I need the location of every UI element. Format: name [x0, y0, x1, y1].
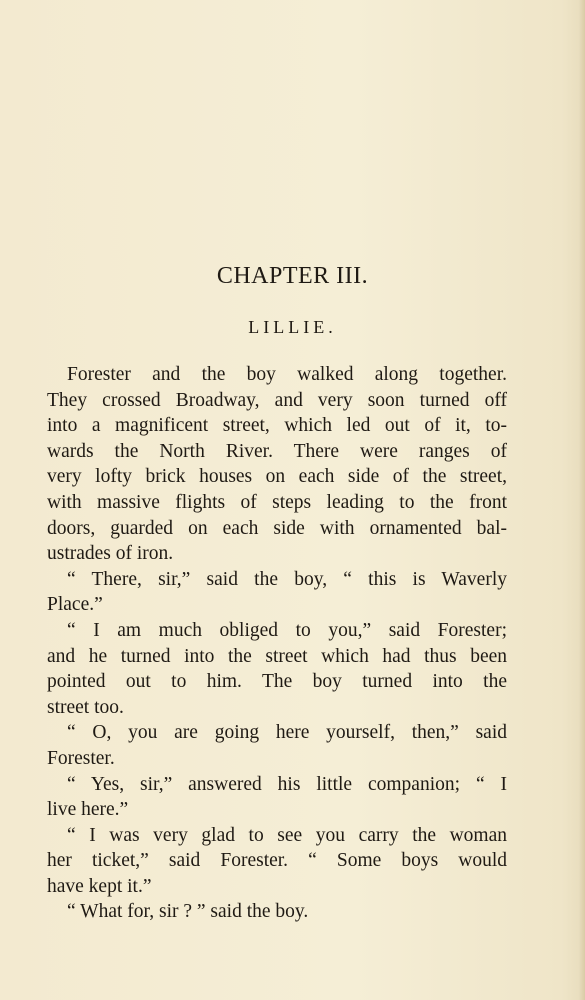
text-line: Forester.: [47, 747, 115, 769]
text-line: and he turned into the street which had thus been: [47, 645, 507, 667]
text-line: Forester and the boy walked along together.: [67, 364, 507, 385]
text-line: Place.”: [47, 594, 103, 616]
text-line: “ I am much obliged to you,” said Forester;: [67, 619, 507, 641]
text-line: ustrades of iron.: [47, 543, 174, 565]
text-line: very lofty brick houses on each side of the street,: [47, 466, 507, 488]
text-line: “ I was very glad to see you carry the woman: [67, 824, 507, 846]
text-line: wards the North River. There were ranges of: [47, 440, 507, 462]
text-line: “ There, sir,” said the boy, “ this is Waverly: [67, 568, 507, 590]
text-line: have kept it.”: [47, 875, 152, 897]
page-edge: [579, 0, 585, 1000]
text-line: doors, guarded on each side with ornamented bal-: [47, 517, 507, 539]
text-line: “ What for, sir ? ” said the boy.: [67, 901, 309, 923]
text-line: with massive flights of steps leading to the front: [47, 491, 507, 513]
text-line: into a magnificent street, which led out of it, to-: [47, 415, 507, 437]
text-line: pointed out to him. The boy turned into the: [47, 671, 507, 693]
text-line: her ticket,” said Forester. “ Some boys would: [47, 850, 507, 872]
body-text: [47, 362, 507, 925]
text-line: “ O, you are going here yourself, then,” said: [67, 722, 507, 744]
text-line: “ Yes, sir,” answered his little companion; “ I: [67, 773, 507, 795]
text-line: street too.: [47, 696, 124, 718]
text-line: live here.”: [47, 799, 129, 821]
chapter-heading: CHAPTER III.: [216, 263, 369, 289]
text-line: They crossed Broadway, and very soon turned off: [47, 389, 507, 411]
chapter-title: LILLIE.: [248, 317, 337, 337]
